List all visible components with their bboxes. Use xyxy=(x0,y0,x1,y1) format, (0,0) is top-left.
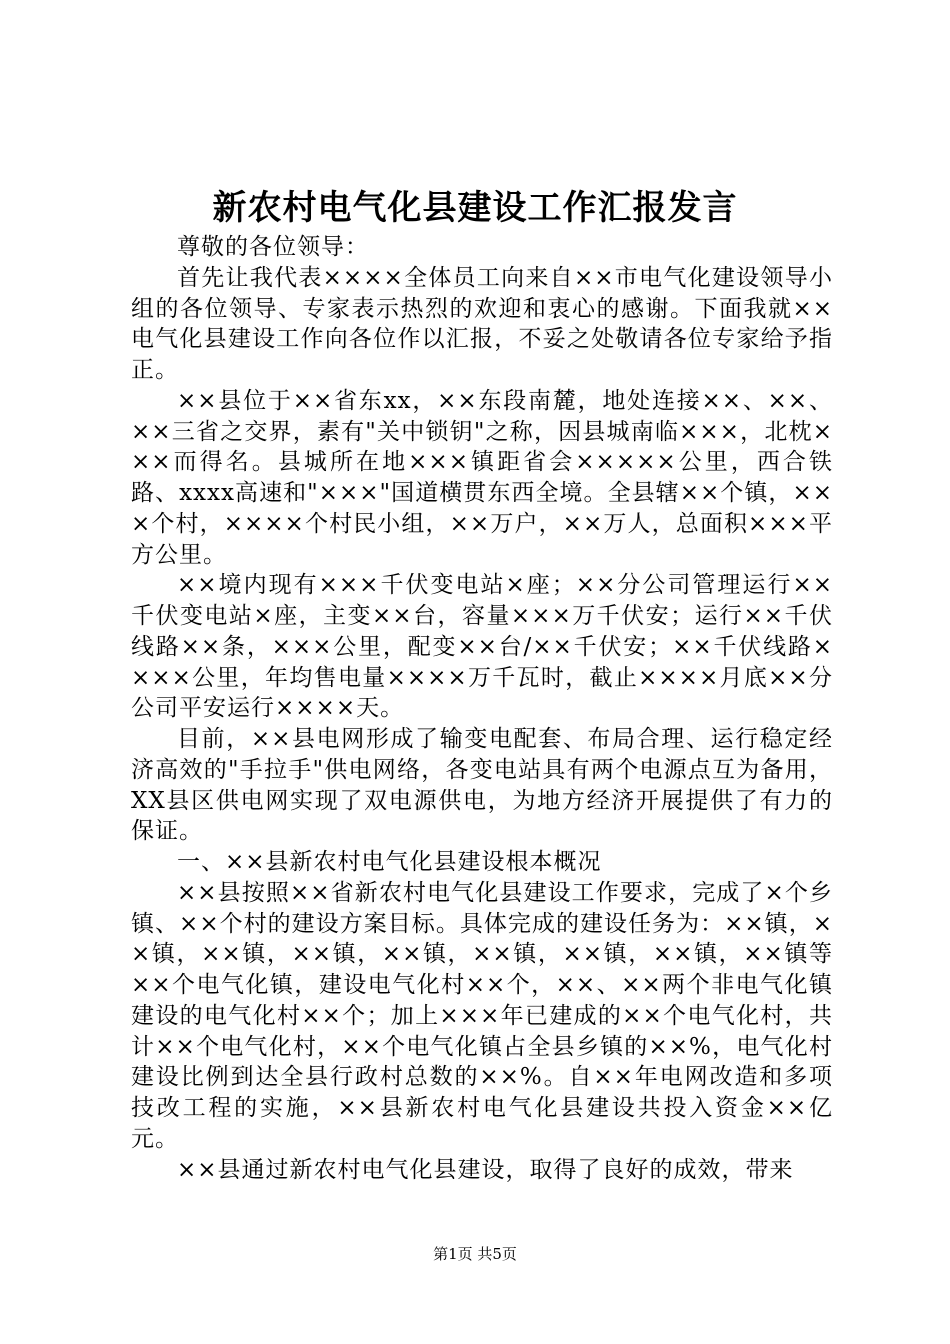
document-body xyxy=(131,232,833,1185)
page-number-footer: 第1页 共5页 xyxy=(433,1245,517,1263)
paragraph-construction-tasks: ××县按照××省新农村电气化县建设工作要求，完成了×个乡镇、××个村的建设方案目标。具体完成的建设任务为：××镇，××镇，××镇，××镇，××镇，××镇，××镇，××镇，××镇等××个电气化镇，建设电气化村××个，××、××两个非电气化镇建设的电气化村××个；加上×××年已建成的××个电气化村，共计××个电气化村，××个电气化镇占全县乡镇的××%，电气化村建设比例到达全县行政村总数的××%。自××年电网改造和多项技改工程的实施，××县新农村电气化县建设共投入资金××亿元。 xyxy=(131,879,833,1152)
paragraph-results: ××县通过新农村电气化县建设，取得了良好的成效，带来 xyxy=(177,1156,794,1183)
paragraph-grid-status: 目前，××县电网形成了输变电配套、布局合理、运行稳定经济高效的"手拉手"供电网络，各变电站具有两个电源点互为备用，XX县区供电网实现了双电源供电，为地方经济开展提供了有力的保证。 xyxy=(131,726,833,845)
salutation: 尊敬的各位领导： xyxy=(177,234,369,260)
paragraph-county-location: ××县位于××省东xx，××东段南麓，地处连接××、××、××三省之交界，素有"关中锁钥"之称，因县城南临×××，北枕×××而得名。县城所在地×××镇距省会×××××公里，西合铁路、xxxx高速和"×××"国道横贯东西全境。全县辖××个镇，×××个村，××××个村民小组，××万户，××万人，总面积×××平方公里。 xyxy=(131,387,833,568)
paragraph-intro: 首先让我代表××××全体员工向来自××市电气化建设领导小组的各位领导、专家表示热烈的欢迎和衷心的感谢。下面我就××电气化县建设工作向各位作以汇报，不妥之处敬请各位专家给予指正。 xyxy=(131,264,833,383)
document-title: 新农村电气化县建设工作汇报发言 xyxy=(212,188,738,228)
section-heading: 一、××县新农村电气化县建设根本概况 xyxy=(177,849,602,875)
paragraph-grid-facilities: ××境内现有×××千伏变电站×座；××分公司管理运行××千伏变电站×座，主变××台，容量×××万千伏安；运行××千伏线路××条，×××公里，配变××台/××千伏安；××千伏线路××××公里，年均售电量××××万千瓦时，截止××××月底××分公司平安运行××××天。 xyxy=(131,572,833,722)
